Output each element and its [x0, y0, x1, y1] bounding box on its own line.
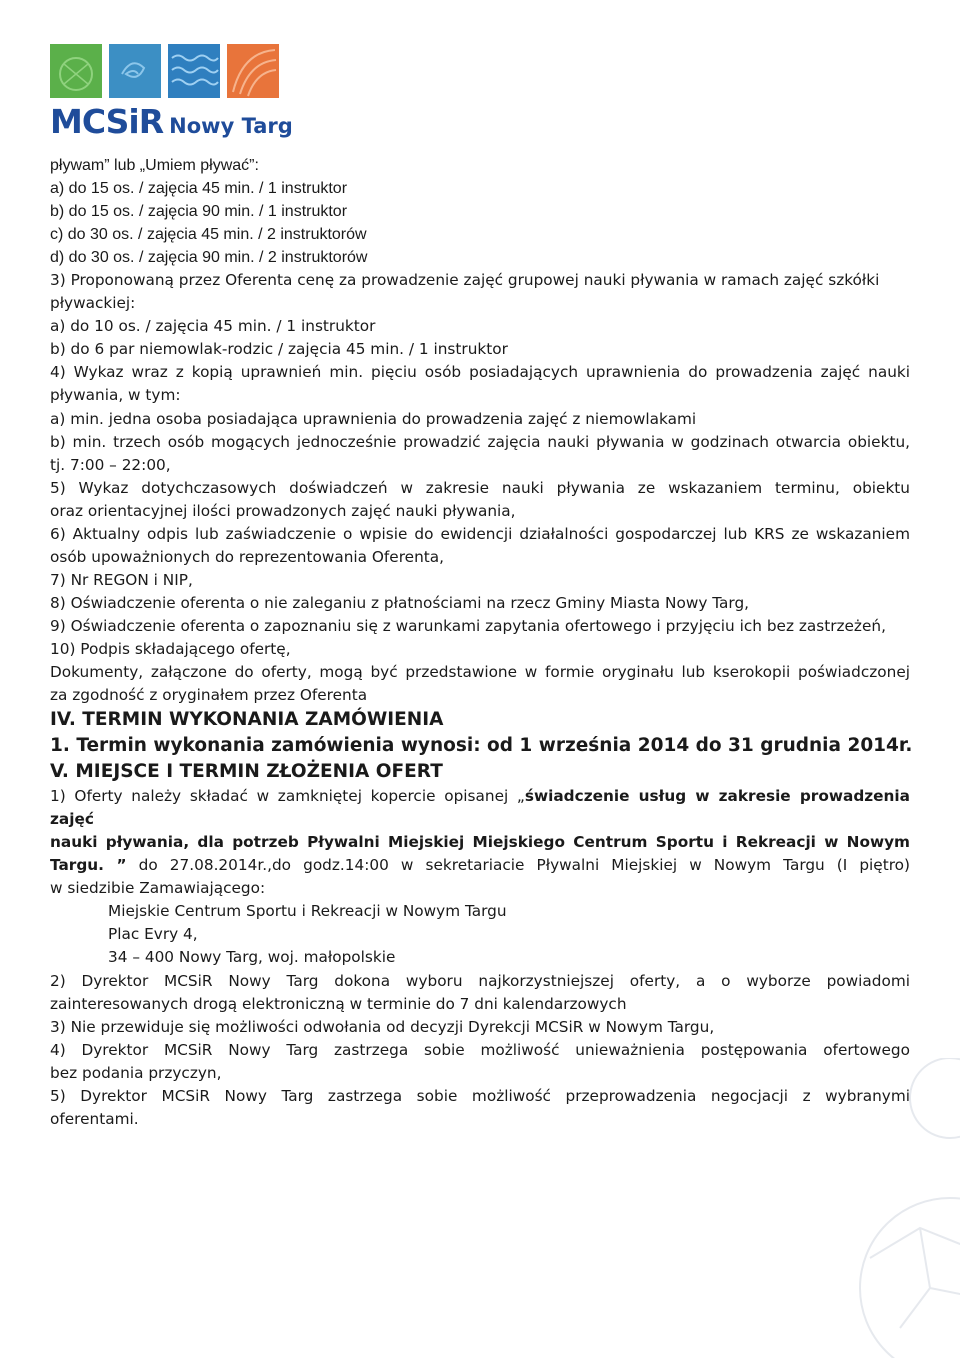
text-line: 9) Oświadczenie oferenta o zapoznaniu się z warunkami zapytania ofertowego i przyjęciu ich bez zastrzeżeń,: [50, 616, 886, 635]
text-line: 10) Podpis składającego ofertę,: [50, 639, 291, 658]
address-line: Miejskie Centrum Sportu i Rekreacji w Nowym Targu: [108, 902, 507, 921]
text-line: 4) Dyrektor MCSiR Nowy Targ zastrzega sobie możliwość unieważnienia postępowania ofertowego: [50, 1040, 910, 1059]
document-body: [50, 154, 913, 1131]
text-line: b) do 6 par niemowlak-rodzic / zajęcia 45 min. / 1 instruktor: [50, 340, 508, 359]
logo-tiles-icon: [50, 44, 282, 98]
text-line: b) min. trzech osób mogących jednocześnie prowadzić zajęcia nauki pływania w godzinach otwarcia obiektu,: [50, 432, 910, 451]
section-iv-item-1: 1. Termin wykonania zamówienia wynosi: od 1 września 2014 do 31 grudnia 2014r.: [50, 735, 913, 757]
text-line: 3) Proponowaną przez Oferenta cenę za prowadzenie zajęć grupowej nauki pływania w ramach zajęć szkółki: [50, 271, 880, 290]
text-line: tj. 7:00 – 22:00,: [50, 455, 171, 474]
text-line: [50, 785, 910, 831]
logo-name: MCSiR: [50, 102, 164, 141]
text-run-bold: świadczenie usług w zakresie prowadzenia zajęć: [50, 787, 910, 829]
text-line: oraz orientacyjnej ilości prowadzonych zajęć nauki pływania,: [50, 501, 516, 520]
text-line: za zgodność z oryginałem przez Oferenta: [50, 686, 368, 705]
text-line: bez podania przyczyn,: [50, 1063, 222, 1082]
text-line: pływania, w tym:: [50, 386, 181, 405]
section-heading-iv: IV. TERMIN WYKONANIA ZAMÓWIENIA: [50, 709, 444, 731]
section-heading-v: V. MIEJSCE I TERMIN ZŁOŻENIA OFERT: [50, 761, 443, 783]
decorative-ball-watermark-icon: [800, 1058, 960, 1358]
text-line: 5) Wykaz dotychczasowych doświadczeń w zakresie nauki pływania ze wskazaniem terminu, obiektu: [50, 478, 910, 497]
text-line: 7) Nr REGON i NIP,: [50, 570, 193, 589]
text-line: zainteresowanych drogą elektroniczną w terminie do 7 dni kalendarzowych: [50, 994, 627, 1013]
text-line: 3) Nie przewiduje się możliwości odwołania od decyzji Dyrekcji MCSiR w Nowym Targu,: [50, 1017, 715, 1036]
text-line: a) do 10 os. / zajęcia 45 min. / 1 instruktor: [50, 317, 376, 336]
text-line: 4) Wykaz wraz z kopią uprawnień min. pięciu osób posiadających uprawnienia do prowadzenia zajęć nauki: [50, 363, 910, 382]
text-line: 6) Aktualny odpis lub zaświadczenie o wpisie do ewidencji działalności gospodarczej lub KRS ze wskazaniem: [50, 524, 910, 543]
text-line: 2) Dyrektor MCSiR Nowy Targ dokona wyboru najkorzystniejszej oferty, a o wyborze powiadomi: [50, 971, 910, 990]
text-run: 1) Oferty należy składać w zamkniętej kopercie opisanej „: [50, 787, 525, 806]
text-line: [50, 831, 910, 854]
address-line: 34 – 400 Nowy Targ, woj. małopolskie: [108, 948, 396, 967]
logo-wordmark: [50, 102, 293, 141]
text-run-bold: Targu. ”: [50, 856, 127, 875]
text-line: oferentami.: [50, 1109, 139, 1128]
text-line: pływam” lub „Umiem pływać”:: [50, 157, 259, 174]
text-line: a) min. jedna osoba posiadająca uprawnienia do prowadzenia zajęć z niemowlakami: [50, 409, 697, 428]
text-line: pływackiej:: [50, 294, 136, 313]
text-line: osób upoważnionych do reprezentowania Oferenta,: [50, 547, 445, 566]
text-line: c) do 30 os. / zajęcia 45 min. / 2 instruktorów: [50, 226, 367, 244]
text-line: a) do 15 os. / zajęcia 45 min. / 1 instruktor: [50, 180, 348, 198]
logo-city: Nowy Targ: [169, 114, 293, 138]
mcsir-logo: [50, 44, 293, 141]
text-line: [50, 854, 910, 877]
text-run: do 27.08.2014r.,do godz.14:00 w sekretariacie Pływalni Miejskiej w Nowym Targu (I piętro): [126, 856, 911, 875]
text-line: Dokumenty, załączone do oferty, mogą być przedstawione w formie oryginału lub kserokopii poświadczonej: [50, 663, 910, 682]
text-run-bold: nauki pływania, dla potrzeb Pływalni Miejskiej Miejskiego Centrum Sportu i Rekreacji w Nowym: [50, 833, 910, 852]
text-line: b) do 15 os. / zajęcia 90 min. / 1 instruktor: [50, 203, 348, 221]
text-line: d) do 30 os. / zajęcia 90 min. / 2 instruktorów: [50, 249, 368, 267]
text-line: 5) Dyrektor MCSiR Nowy Targ zastrzega sobie możliwość przeprowadzenia negocjacji z wybranymi: [50, 1086, 910, 1105]
text-line: 8) Oświadczenie oferenta o nie zaleganiu z płatnościami na rzecz Gminy Miasta Nowy Targ,: [50, 593, 750, 612]
address-line: Plac Evry 4,: [108, 925, 198, 944]
text-line: w siedzibie Zamawiającego:: [50, 879, 266, 898]
